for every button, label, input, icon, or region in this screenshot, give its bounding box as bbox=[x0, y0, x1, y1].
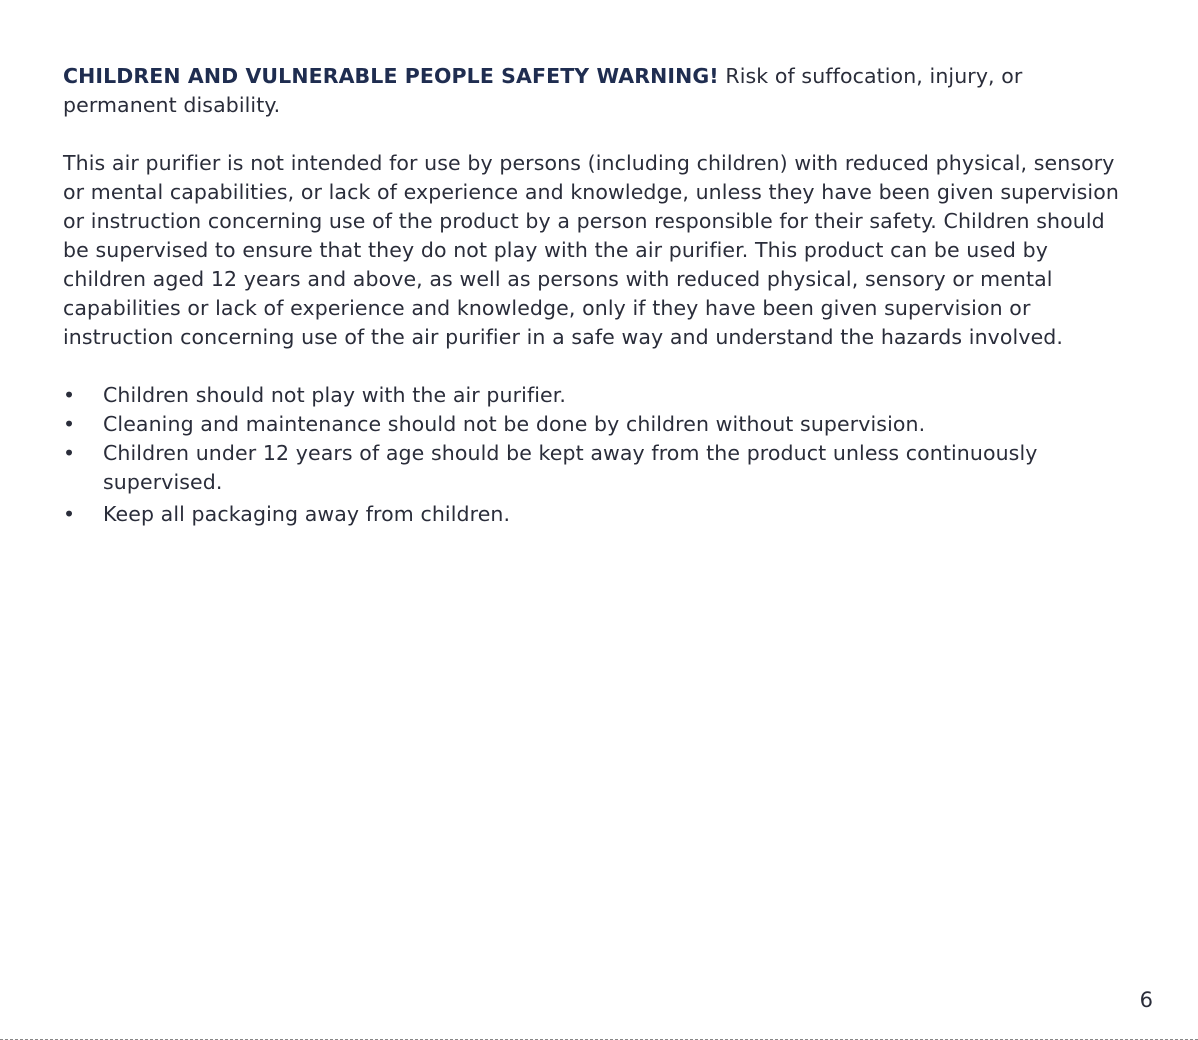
list-item bbox=[63, 500, 1123, 529]
warning-heading: CHILDREN AND VULNERABLE PEOPLE SAFETY WARNING! bbox=[63, 64, 719, 88]
supervision-paragraph: This air purifier is not intended for use by persons (including children) with reduced physical, sensory or mental capabilities, or lack of experience and knowledge, unless they have been given supervision or instruction concerning use of the product by a person responsible for their safety. Children should be supervised to ensure that they do not play with the air purifier. This product can be used by children aged 12 years and above, as well as persons with reduced physical, sensory or mental capabilities or lack of experience and knowledge, only if they have been given supervision or instruction concerning use of the air purifier in a safe way and understand the hazards involved. bbox=[63, 151, 1119, 349]
bullet-icon: • bbox=[63, 383, 76, 407]
safety-warning bbox=[63, 62, 1123, 120]
list-item bbox=[63, 381, 1123, 410]
list-item-text: Cleaning and maintenance should not be done by children without supervision. bbox=[103, 412, 926, 436]
bullet-icon: • bbox=[63, 412, 76, 436]
page-number: 6 bbox=[1139, 988, 1153, 1012]
list-item-text: Children should not play with the air purifier. bbox=[103, 383, 567, 407]
bullet-list bbox=[63, 381, 1123, 529]
page-content bbox=[63, 62, 1123, 529]
list-item-text: Keep all packaging away from children. bbox=[103, 502, 511, 526]
list-item bbox=[63, 410, 1123, 439]
list-item-text: Children under 12 years of age should be kept away from the product unless continuously supervised. bbox=[103, 441, 1038, 494]
warning-text: Risk of suffocation, injury, or permanent disability. bbox=[63, 64, 1023, 117]
bullet-icon: • bbox=[63, 502, 76, 526]
bullet-icon: • bbox=[63, 441, 76, 465]
list-item bbox=[63, 439, 1123, 497]
